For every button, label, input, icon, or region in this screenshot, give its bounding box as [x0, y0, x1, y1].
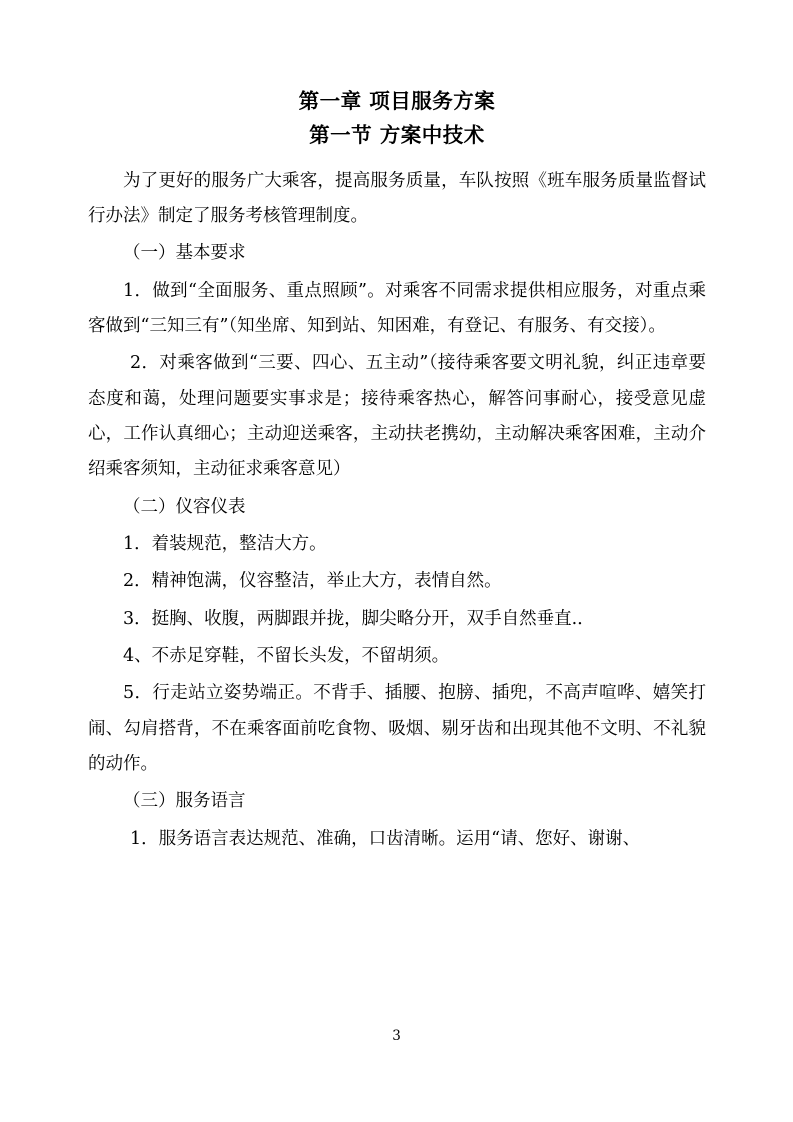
section-heading: 第一节 方案中技术 — [309, 122, 485, 147]
paragraph-item-2-1: 1．着装规范，整洁大方。 — [123, 533, 327, 554]
paragraph-item-3-1: 1．服务语言表达规范、准确，口齿清晰。运用“请、您好、谢谢、 — [130, 828, 641, 849]
paragraph-item-2-2: 2．精神饱满，仪容整洁，举止大方，表情自然。 — [123, 571, 502, 592]
paragraph-section-one-title: （一）基本要求 — [123, 243, 246, 264]
paragraph-section-three-title: （三）服务语言 — [123, 791, 246, 812]
paragraph-item-2-5: 5．行走站立姿势端正。不背手、插腰、抱膀、插兜，不高声喧哗、嬉笑打闹、勾肩搭背，不在乘客面前吃食物、吸烟、剔牙齿和出现其他不文明、不礼貌的动作。 — [88, 683, 706, 775]
paragraph-section-two-title: （二）仪容仪表 — [123, 496, 246, 517]
paragraph-item-2-4: 4、不赤足穿鞋，不留长头发，不留胡须。 — [123, 646, 450, 666]
paragraph-item-1-1: 1．做到“全面服务、重点照顾”。对乘客不同需求提供相应服务，对重点乘客做到“三知三有”（知坐席、知到站、知困难，有登记、有服务、有交接）。 — [88, 280, 706, 336]
paragraph-item-2-3: 3．挺胸、收腹，两脚跟并拢，脚尖略分开，双手自然垂直.． — [123, 608, 595, 629]
page-number: 3 — [392, 1028, 401, 1044]
paragraph-intro: 为了更好的服务广大乘客，提高服务质量，车队按照《班车服务质量监督试行办法》制定了服务考核管理制度。 — [88, 170, 706, 226]
page-content — [88, 86, 706, 859]
chapter-heading: 第一章 项目服务方案 — [298, 89, 496, 113]
paragraph-item-1-2: 2．对乘客做到“三要、四心、五主动”（接待乘客要文明礼貌，纠正违章要态度和蔼，处理问题要实事求是；接待乘客热心，解答问事耐心，接受意见虚心，工作认真细心；主动迎送乘客，主动扶老携幼，主动解决乘客困难，主动介绍乘客须知，主动征求乘客意见） — [88, 353, 706, 480]
